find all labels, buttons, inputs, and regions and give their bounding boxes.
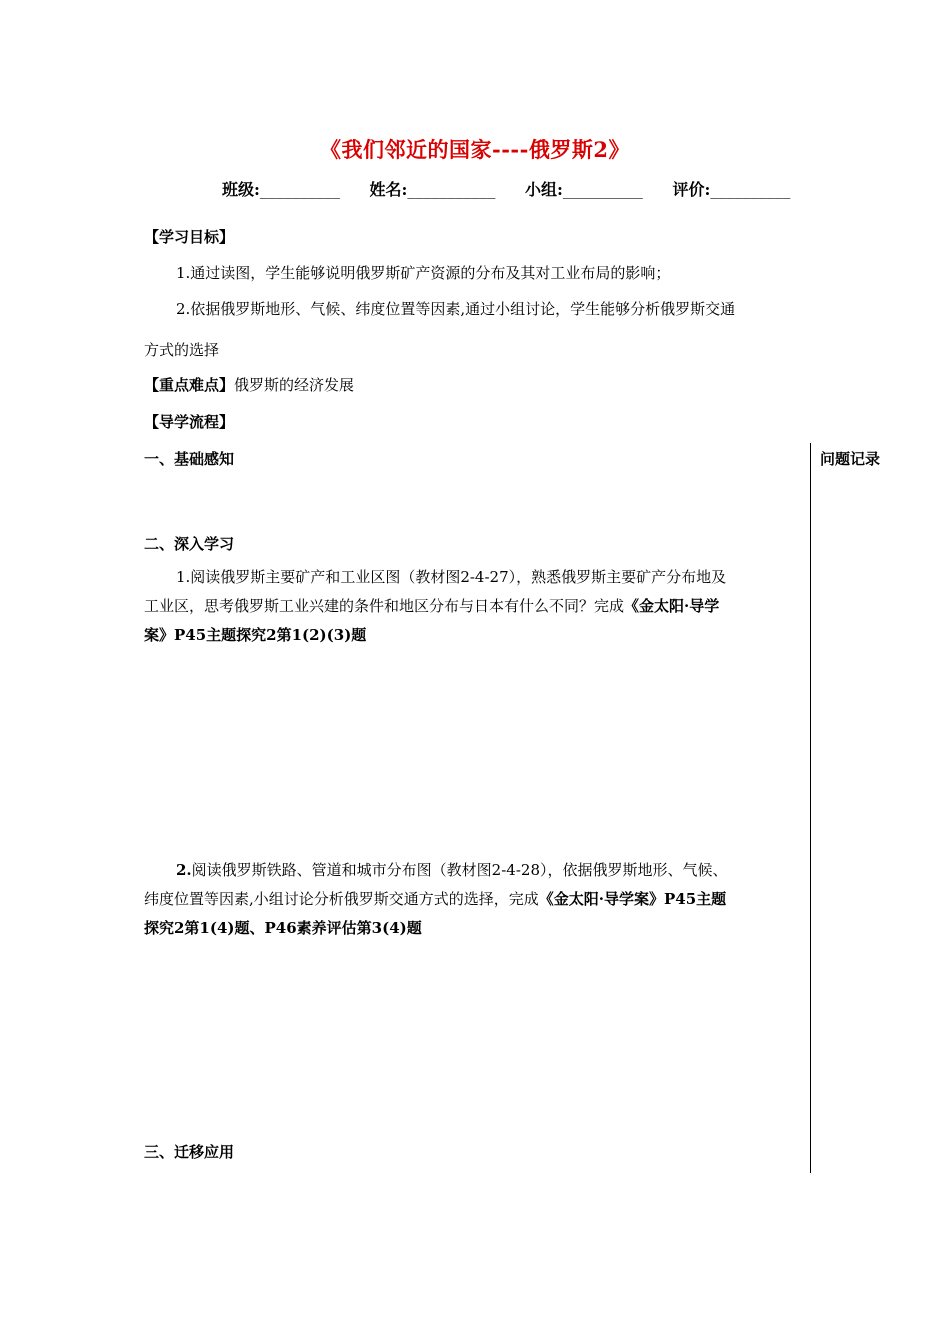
group-label: 小组: (525, 180, 563, 199)
group-blank: __________ (562, 180, 643, 199)
key-points-text: 俄罗斯的经济发展 (234, 376, 355, 394)
task-1-paragraph (144, 563, 806, 650)
group-field (525, 177, 643, 200)
key-points-row (144, 374, 354, 395)
evaluation-label: 评价: (672, 180, 711, 199)
evaluation-field (673, 177, 791, 200)
task-2-line-3: 探究2第1(4)题、P46素养评估第3(4)题 (144, 919, 422, 937)
class-label: 班级: (222, 180, 260, 199)
task-2-number: 2. (176, 861, 192, 879)
task-1-line-2 (144, 592, 806, 621)
process-heading: 【导学流程】 (144, 413, 235, 431)
class-blank: __________ (259, 180, 340, 199)
name-label: 姓名: (369, 180, 408, 199)
task-2-paragraph (144, 856, 806, 943)
name-field (370, 177, 496, 200)
section-deep-learning: 二、深入学习 (144, 535, 235, 553)
name-blank: ___________ (407, 180, 496, 199)
section-basic-perception: 一、基础感知 (144, 450, 235, 468)
task-2-book-ref: 《金太阳·导学案》P45主题 (538, 890, 727, 908)
evaluation-blank: __________ (710, 180, 791, 199)
task-1-line-3: 案》P45主题探究2第1(2)(3)题 (144, 626, 367, 644)
objective-item-2-line-1: 2.依据俄罗斯地形、气候、纬度位置等因素,通过小组讨论，学生能够分析俄罗斯交通 (176, 300, 736, 318)
objective-item-1: 1.通过读图，学生能够说明俄罗斯矿产资源的分布及其对工业布局的影响； (176, 264, 671, 282)
key-points-heading: 【重点难点】 (144, 376, 235, 394)
notes-divider (810, 443, 811, 1173)
task-1-line-1: 1.阅读俄罗斯主要矿产和工业区图（教材图2-4-27），熟悉俄罗斯主要矿产分布地及 (176, 568, 727, 586)
notes-column-title: 问题记录 (820, 450, 881, 468)
objective-item-2-line-2: 方式的选择 (144, 341, 220, 359)
student-info-row (222, 177, 814, 200)
section-transfer-application: 三、迁移应用 (144, 1143, 235, 1161)
task-1-line-2-text: 工业区，思考俄罗斯工业兴建的条件和地区分布与日本有什么不同？完成 (144, 597, 625, 615)
task-2-line-2 (144, 885, 806, 914)
task-1-book-ref: 《金太阳·导学 (624, 597, 720, 615)
class-field (222, 177, 340, 200)
task-2-line-2-text: 纬度位置等因素,小组讨论分析俄罗斯交通方式的选择，完成 (144, 890, 539, 908)
task-2-line-1-text: 阅读俄罗斯铁路、管道和城市分布图（教材图2-4-28），依据俄罗斯地形、气候、 (191, 861, 728, 879)
objectives-heading: 【学习目标】 (144, 228, 235, 246)
task-2-line-1 (144, 856, 806, 885)
page-title: 《我们邻近的国家----俄罗斯2》 (320, 137, 630, 162)
